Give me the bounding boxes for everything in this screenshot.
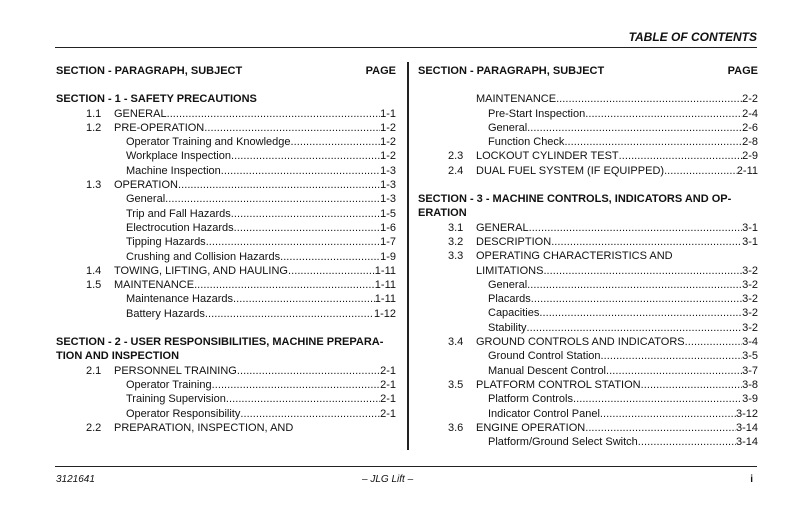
dot-leader	[600, 407, 736, 421]
dot-leader	[212, 378, 380, 392]
entry-number: 2.4	[448, 164, 464, 177]
entry-title: GROUND CONTROLS AND INDICATORS	[476, 336, 685, 349]
entry-title: GENERAL	[476, 221, 529, 234]
entry-number: 2.2	[86, 421, 102, 434]
entry-page: 3-7	[742, 364, 758, 377]
entry-page: 1-5	[380, 207, 396, 220]
entry-page: 3-2	[742, 293, 758, 306]
toc-entry[interactable]	[418, 264, 758, 278]
dot-leader	[573, 392, 742, 406]
entry-page: 3-8	[742, 378, 758, 391]
entry-title: Training Supervision	[126, 393, 226, 406]
toc-entry[interactable]	[418, 121, 758, 135]
dot-leader	[221, 164, 380, 178]
entry-page: 2-6	[742, 121, 758, 134]
entry-title: PRE-OPERATION	[114, 121, 205, 134]
toc-entry[interactable]	[418, 421, 758, 435]
toc-entry[interactable]	[56, 207, 396, 221]
toc-entry[interactable]	[56, 192, 396, 206]
entry-page: 1-11	[374, 293, 396, 306]
entry-page: 2-4	[742, 107, 758, 120]
column-header: SECTION - PARAGRAPH, SUBJECT PAGE	[56, 65, 396, 77]
entry-title: Operator Training	[126, 378, 212, 391]
dot-leader	[601, 349, 743, 363]
dot-leader	[205, 307, 374, 321]
entry-title: Ground Control Station	[488, 350, 601, 363]
dot-leader	[543, 264, 742, 278]
entry-page: 2-1	[380, 407, 396, 420]
dot-leader	[529, 221, 743, 235]
entry-page: 3-14	[735, 421, 758, 434]
entry-title: General	[488, 121, 528, 134]
toc-entry[interactable]	[56, 164, 396, 178]
entry-page: 1-6	[380, 221, 396, 234]
dot-leader	[178, 178, 380, 192]
entry-number: 3.2	[448, 235, 464, 248]
entry-number: 3.6	[448, 421, 464, 434]
dot-leader	[556, 92, 742, 106]
toc-entry[interactable]	[56, 407, 396, 421]
entry-title: Platform/Ground Select Switch	[488, 436, 638, 449]
entry-title: ENGINE OPERATION	[476, 421, 586, 434]
dot-leader	[531, 292, 742, 306]
entry-title: OPERATING CHARACTERISTICS AND	[476, 250, 673, 263]
toc-entry[interactable]	[56, 107, 396, 121]
dot-leader	[527, 121, 742, 135]
toc-entry[interactable]	[56, 250, 396, 264]
dot-leader	[641, 378, 742, 392]
toc-entry[interactable]	[418, 349, 758, 363]
dot-leader	[619, 149, 742, 163]
entry-title: Operator Responsibility	[126, 407, 241, 420]
dot-leader	[167, 107, 381, 121]
entry-title: PERSONNEL TRAINING	[114, 364, 237, 377]
entry-page: 1-9	[380, 250, 396, 263]
entry-page: 3-1	[742, 221, 758, 234]
entry-title: General	[126, 193, 166, 206]
entry-title: OPERATION	[114, 179, 178, 192]
entry-title: Indicator Control Panel	[488, 407, 600, 420]
dot-leader	[539, 306, 742, 320]
entry-title: PLATFORM CONTROL STATION	[476, 378, 641, 391]
entry-title: PREPARATION, INSPECTION, AND	[114, 421, 294, 434]
toc-entry[interactable]	[56, 421, 396, 435]
dot-leader	[280, 250, 380, 264]
entry-page: 3-1	[742, 235, 758, 248]
entry-number: 2.3	[448, 150, 464, 163]
entry-page: 3-4	[742, 336, 758, 349]
entry-page: 3-12	[735, 407, 758, 420]
entry-page: 1-3	[380, 179, 396, 192]
toc-entry[interactable]	[418, 435, 758, 449]
entry-page: 3-2	[742, 307, 758, 320]
toc-entry[interactable]	[56, 364, 396, 378]
section-heading: SECTION - 1 - SAFETY PRECAUTIONS	[56, 93, 257, 106]
dot-leader	[564, 135, 742, 149]
entry-page: 2-1	[380, 364, 396, 377]
entry-title: LIMITATIONS	[476, 264, 544, 277]
toc-entry[interactable]	[418, 364, 758, 378]
toc-entry[interactable]	[56, 121, 396, 135]
entry-title: Electrocution Hazards	[126, 221, 234, 234]
toc-entry[interactable]	[56, 307, 396, 321]
entry-page: 3-2	[742, 278, 758, 291]
entry-page: 1-2	[380, 136, 396, 149]
entry-title: Crushing and Collision Hazards	[126, 250, 281, 263]
toc-entry[interactable]	[418, 164, 758, 178]
toc-entry[interactable]	[418, 92, 758, 106]
toc-entry[interactable]	[56, 378, 396, 392]
entry-title: Trip and Fall Hazards	[126, 207, 231, 220]
entry-title: Function Check	[488, 136, 565, 149]
entry-page: 2-9	[742, 150, 758, 163]
entry-page: 2-2	[742, 93, 758, 106]
section-heading: SECTION - 2 - USER RESPONSIBILITIES, MACHINE PREPARA-	[56, 336, 384, 349]
dot-leader	[240, 407, 380, 421]
dot-leader	[234, 221, 380, 235]
entry-page: 1-1	[380, 107, 396, 120]
entry-page: 3-2	[742, 321, 758, 334]
toc-entry[interactable]	[56, 178, 396, 192]
column-divider	[407, 62, 409, 450]
toc-entry[interactable]	[56, 235, 396, 249]
dot-leader	[237, 364, 380, 378]
toc-left-column	[56, 64, 396, 435]
entry-page: 2-8	[742, 136, 758, 149]
footer-rule	[55, 466, 757, 467]
entry-title: Tipping Hazards	[126, 236, 206, 249]
entry-page: 3-9	[742, 393, 758, 406]
entry-page: 1-3	[380, 164, 396, 177]
entry-title: MAINTENANCE	[114, 279, 195, 292]
entry-number: 3.1	[448, 221, 464, 234]
section-heading-cont: TION AND INSPECTION	[56, 350, 180, 363]
column-header: SECTION - PARAGRAPH, SUBJECT PAGE	[418, 65, 758, 77]
entry-number: 1.1	[86, 107, 102, 120]
dot-leader	[231, 149, 380, 163]
entry-number: 1.5	[86, 279, 102, 292]
entry-number: 2.1	[86, 364, 102, 377]
entry-page: 1-3	[380, 193, 396, 206]
toc-entry[interactable]	[418, 278, 758, 292]
toc-entry[interactable]	[418, 378, 758, 392]
dot-leader	[664, 164, 737, 178]
toc-entry[interactable]	[418, 235, 758, 249]
entry-page: 2-11	[736, 164, 758, 177]
toc-entry[interactable]	[56, 135, 396, 149]
entry-page: 1-11	[374, 279, 396, 292]
entry-title: DESCRIPTION	[476, 235, 552, 248]
section-heading-cont: ERATION	[418, 207, 467, 220]
dot-leader	[527, 321, 743, 335]
toc-entry[interactable]	[56, 149, 396, 163]
toc-entry[interactable]	[418, 221, 758, 235]
entry-page: 1-7	[380, 236, 396, 249]
dot-leader	[585, 107, 742, 121]
dot-leader	[226, 392, 380, 406]
dot-leader	[638, 435, 736, 449]
entry-title: Manual Descent Control	[488, 364, 607, 377]
entry-number: 3.5	[448, 378, 464, 391]
entry-page: 3-14	[735, 436, 758, 449]
toc-entry[interactable]	[418, 249, 758, 263]
entry-title: Capacities	[488, 307, 540, 320]
dot-leader	[551, 235, 742, 249]
entry-number: 1.2	[86, 121, 102, 134]
dot-leader	[585, 421, 736, 435]
toc-entry[interactable]	[418, 335, 758, 349]
dot-leader	[194, 278, 375, 292]
dot-leader	[527, 278, 742, 292]
entry-title: Workplace Inspection	[126, 150, 231, 163]
footer-doc-number: 3121641	[56, 474, 95, 485]
entry-number: 1.4	[86, 264, 102, 277]
dot-leader	[291, 135, 381, 149]
entry-title: Stability	[488, 321, 527, 334]
toc-right-column	[418, 64, 758, 449]
footer-center: – JLG Lift –	[362, 474, 414, 485]
toc-entry[interactable]	[418, 149, 758, 163]
entry-page: 1-11	[374, 264, 396, 277]
header-rule	[55, 47, 757, 48]
dot-leader	[233, 292, 375, 306]
entry-number: 1.3	[86, 179, 102, 192]
entry-page: 1-2	[380, 150, 396, 163]
entry-title: LOCKOUT CYLINDER TEST	[476, 150, 619, 163]
page-header-title: TABLE OF CONTENTS	[628, 30, 757, 44]
entry-title: General	[488, 278, 528, 291]
entry-page: 1-12	[373, 307, 396, 320]
toc-entry[interactable]	[418, 321, 758, 335]
entry-title: GENERAL	[114, 107, 167, 120]
toc-entry[interactable]	[56, 392, 396, 406]
toc-entry[interactable]	[56, 292, 396, 306]
dot-leader	[606, 364, 742, 378]
entry-title: Battery Hazards	[126, 307, 205, 320]
toc-entry[interactable]	[418, 292, 758, 306]
toc-entry[interactable]	[418, 306, 758, 320]
entry-page: 3-2	[742, 264, 758, 277]
entry-title: Pre-Start Inspection	[488, 107, 586, 120]
entry-page: 2-1	[380, 393, 396, 406]
entry-page: 2-1	[380, 378, 396, 391]
entry-title: MAINTENANCE	[476, 93, 557, 106]
dot-leader	[206, 235, 380, 249]
entry-number: 3.4	[448, 336, 464, 349]
dot-leader	[204, 121, 380, 135]
footer-page-number: i	[750, 474, 753, 485]
entry-page: 3-5	[742, 350, 758, 363]
toc-entry[interactable]	[418, 407, 758, 421]
toc-entry[interactable]	[56, 278, 396, 292]
toc-entry[interactable]	[418, 107, 758, 121]
entry-title: Placards	[488, 293, 531, 306]
toc-entry[interactable]	[418, 135, 758, 149]
toc-entry[interactable]	[56, 264, 396, 278]
dot-leader	[165, 192, 380, 206]
entry-title: Platform Controls	[488, 393, 573, 406]
entry-page: 1-2	[380, 121, 396, 134]
entry-title: DUAL FUEL SYSTEM (IF EQUIPPED)	[476, 164, 665, 177]
dot-leader	[685, 335, 742, 349]
dot-leader	[231, 207, 380, 221]
dot-leader	[288, 264, 375, 278]
section-heading: SECTION - 3 - MACHINE CONTROLS, INDICATORS AND OP-	[418, 193, 732, 206]
entry-title: TOWING, LIFTING, AND HAULING	[114, 264, 288, 277]
entry-title: Machine Inspection	[126, 164, 221, 177]
toc-entry[interactable]	[418, 392, 758, 406]
entry-number: 3.3	[448, 250, 464, 263]
toc-entry[interactable]	[56, 221, 396, 235]
entry-title: Operator Training and Knowledge	[126, 136, 291, 149]
entry-title: Maintenance Hazards	[126, 293, 234, 306]
